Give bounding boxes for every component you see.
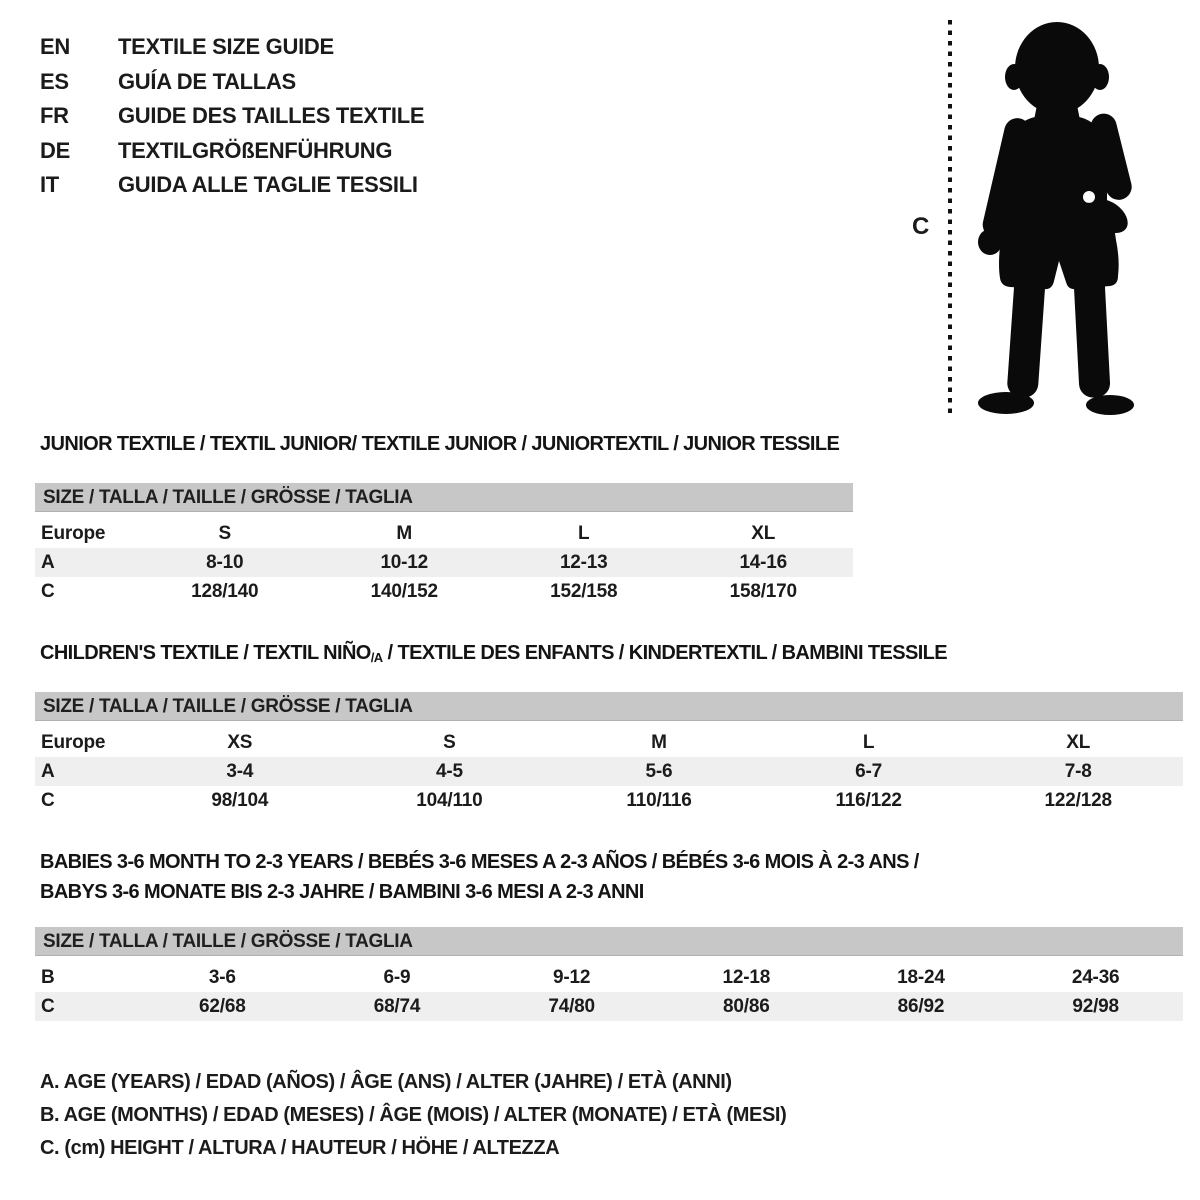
language-title: GUÍA DE TALLAS [118,68,296,94]
language-title: GUIDE DES TAILLES TEXTILE [118,103,425,129]
table-row-europe [35,728,1183,757]
size-cell: 9-12 [553,966,591,988]
language-title: TEXTILGRÖßENFÜHRUNG [118,137,393,163]
size-cell: S [218,522,231,544]
size-cell: 68/74 [310,992,485,1021]
size-cell: 62/68 [135,992,310,1021]
legend-line-a: A. AGE (YEARS) / EDAD (AÑOS) / ÂGE (ANS) / ALTER (JAHRE) / ETÀ (ANNI) [40,1071,732,1093]
row-label: B [41,966,55,988]
size-cell: L [862,731,875,753]
size-cell: 140/152 [370,580,438,602]
size-cell: L [578,522,590,544]
size-cell: XS [227,731,253,753]
language-title: TEXTILE SIZE GUIDE [118,34,334,60]
size-cell: 14-16 [674,548,854,577]
language-row-de [40,134,424,169]
language-code: EN [40,34,70,60]
size-cell: M [396,522,413,544]
babies-heading-line1: BABIES 3-6 MONTH TO 2-3 YEARS / BEBÉS 3-6 MESES A 2-3 AÑOS / BÉBÉS 3-6 MOIS À 2-3 ANS / [40,851,919,873]
language-code: ES [40,68,69,94]
size-cell: 12-13 [494,548,674,577]
junior-section-heading: JUNIOR TEXTILE / TEXTIL JUNIOR/ TEXTILE JUNIOR / JUNIORTEXTIL / JUNIOR TESSILE [40,433,840,455]
row-label: C [35,992,135,1021]
row-label: Europe [41,522,106,544]
babies-heading-line2: BABYS 3-6 MONATE BIS 2-3 JAHRE / BAMBINI 3-6 MESI A 2-3 ANNI [40,881,644,903]
measurement-legend [40,1066,786,1165]
size-cell: 158/170 [729,580,797,602]
children-section-heading [40,642,947,665]
babies-section-heading [40,847,919,907]
height-measure-label: C [912,213,930,240]
junior-size-table [35,483,853,606]
height-measure-dashed-line [948,20,952,417]
size-cell: 110/116 [626,789,692,811]
row-label: A [35,548,135,577]
language-title: GUIDA ALLE TAGLIE TESSILI [118,172,418,198]
table-row-height [35,786,1183,815]
size-cell: 74/80 [484,992,659,1021]
size-cell: S [443,731,456,753]
size-cell: 5-6 [554,757,764,786]
size-cell: 18-24 [897,966,945,988]
language-code: DE [40,137,70,163]
language-code: FR [40,103,69,129]
size-cell: 24-36 [1071,966,1120,988]
legend-line-b: B. AGE (MONTHS) / EDAD (MESES) / ÂGE (MOIS) / ALTER (MONATE) / ETÀ (MESI) [40,1104,787,1126]
size-cell: XL [751,522,776,544]
table-row-height [35,992,1183,1021]
size-cell: 10-12 [315,548,495,577]
language-code: IT [40,172,59,198]
size-cell: 8-10 [135,548,315,577]
size-cell: 7-8 [973,757,1183,786]
language-header [40,30,424,203]
size-cell: XL [1066,731,1091,753]
toddler-silhouette-icon [962,20,1140,418]
table-row-height [35,577,853,606]
size-cell: 152/158 [550,580,618,602]
size-cell: 86/92 [834,992,1009,1021]
legend-line-c: C. (cm) HEIGHT / ALTURA / HAUTEUR / HÖHE / ALTEZZA [40,1137,560,1159]
heading-text: / TEXTILE DES ENFANTS / KINDERTEXTIL / BAMBINI TESSILE [382,642,948,664]
size-cell: 3-6 [208,966,236,988]
heading-subscript: /A [370,650,383,665]
size-header-bar: SIZE / TALLA / TAILLE / GRÖSSE / TAGLIA [35,692,1183,721]
table-row-europe [35,519,853,548]
size-cell: 3-4 [135,757,345,786]
language-row-it [40,168,424,203]
size-cell: M [651,731,667,753]
size-cell: 80/86 [659,992,834,1021]
table-row-months [35,963,1183,992]
children-size-table [35,692,1183,815]
row-label: A [35,757,135,786]
size-cell: 6-7 [764,757,974,786]
size-cell: 4-5 [345,757,555,786]
size-cell: 6-9 [383,966,411,988]
size-cell: 104/110 [416,789,483,811]
row-label: Europe [41,731,106,753]
language-row-en [40,30,424,65]
size-cell: 92/98 [1008,992,1183,1021]
heading-text: CHILDREN'S TEXTILE / TEXTIL NIÑO [40,642,371,664]
size-header-bar: SIZE / TALLA / TAILLE / GRÖSSE / TAGLIA [35,927,1183,956]
size-header-bar: SIZE / TALLA / TAILLE / GRÖSSE / TAGLIA [35,483,853,512]
size-cell: 128/140 [191,580,259,602]
table-row-age [35,548,853,577]
language-row-fr [40,99,424,134]
size-cell: 12-18 [722,966,771,988]
row-label: C [41,580,55,602]
size-cell: 116/122 [835,789,902,811]
language-row-es [40,65,424,100]
babies-size-table [35,927,1183,1021]
table-row-age [35,757,1183,786]
row-label: C [41,789,55,811]
size-cell: 122/128 [1044,789,1112,811]
size-cell: 98/104 [211,789,269,811]
